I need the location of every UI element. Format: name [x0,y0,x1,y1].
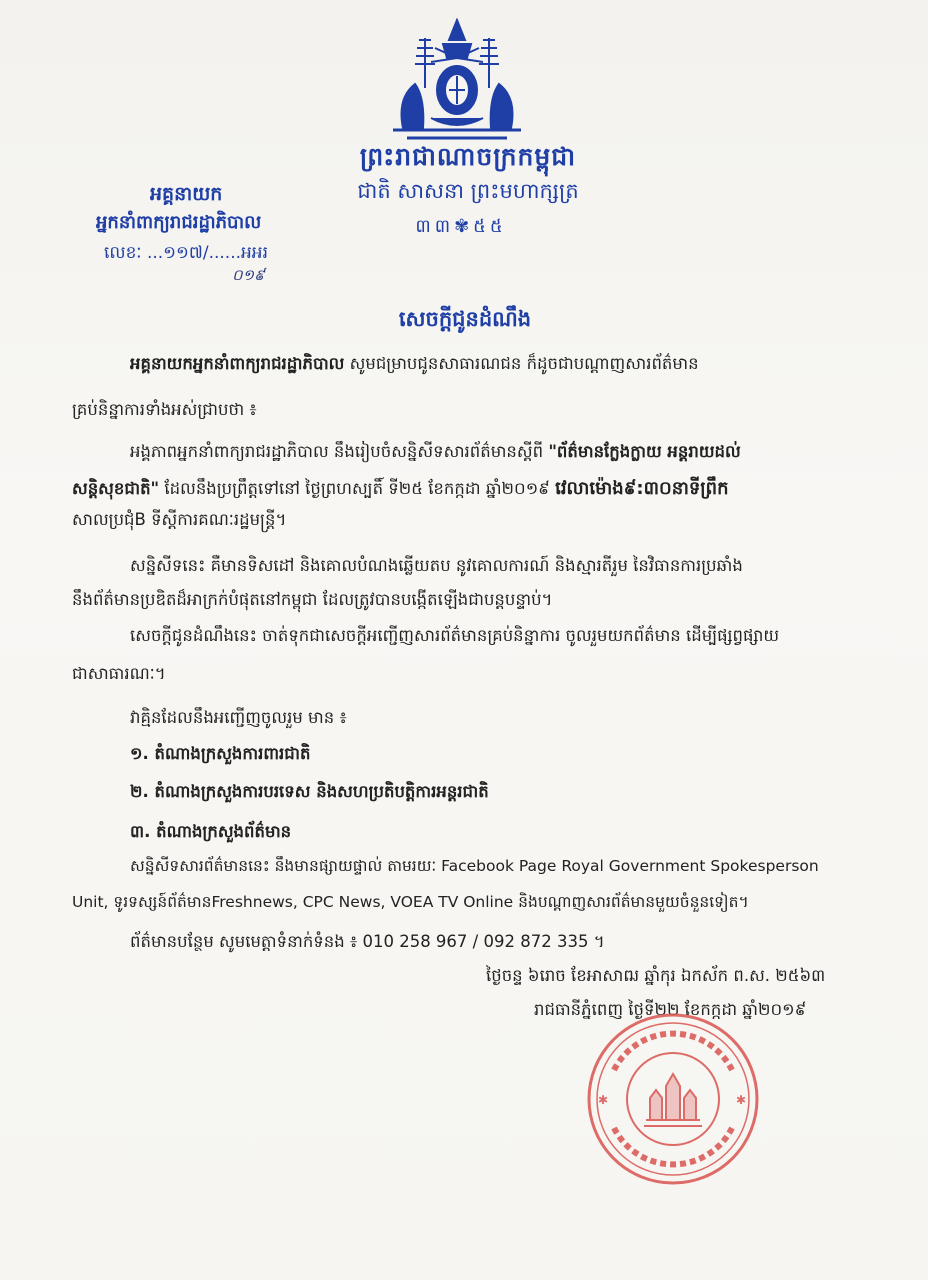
paragraph-2-line-2 [72,476,729,503]
kingdom-heading: ព្រះរាជាណាចក្រកម្ពុជា [359,142,577,171]
paragraph-4-line-2: ជាសាធារណៈ។ [72,664,166,683]
paragraph-6-line-1: សន្និសីទសារព័ត៌មាននេះ នឹងមានផ្សាយផ្ទាល់ តាមរយៈ Facebook Page Royal Government Spokesperson [130,857,819,875]
paragraph-1-text: សូមជម្រាបជូនសាធារណជន ក៏ដូចជាបណ្តាញសារព័ត៌មាន [344,354,699,373]
paragraph-1-line-2: គ្រប់និន្នាការទាំងអស់ជ្រាបថា ៖ [72,400,257,419]
paragraph-2-text-a: អង្គភាពអ្នកនាំពាក្យរាជរដ្ឋាភិបាល នឹងរៀបចំសន្និសីទសារព័ត៌មានស្តីពី [130,442,549,461]
solar-date: រាជធានីភ្នំពេញ ថ្ងៃទី២២ ខែកក្កដា ឆ្នាំ២០១៩ [534,1000,807,1019]
speakers-intro: វាគ្មិនដែលនឹងអញ្ជើញចូលរួម មាន ៖ [130,708,347,727]
issuing-office: អគ្គនាយក [150,183,223,205]
paragraph-3-line-1: សន្និសីទនេះ គឺមានទិសដៅ និងគោលបំណងឆ្លើយតប នូវគោលការណ៍ និងស្មារតីរួម នៃវិធានការប្រឆាំង [130,556,743,575]
speaker-item-3: ៣. តំណាងក្រសួងព័ត៌មាន [130,822,292,841]
ornament-divider: ៣៣✾៥៥ [415,216,507,237]
conference-topic-b: សន្តិសុខជាតិ" [72,479,160,498]
conference-date: ដែលនឹងប្រព្រឹត្តទៅនៅ ថ្ងៃព្រហស្បតិ៍ ទី២៥ ខែកក្កដា ឆ្នាំ២០១៩ [159,479,556,498]
office-name-bold: អគ្គនាយកអ្នកនាំពាក្យរាជរដ្ឋាភិបាល [130,354,345,373]
svg-text:✱: ✱ [736,1093,747,1107]
paragraph-6-line-2: Unit, ទូរទស្សន៍ព័ត៌មានFreshnews, CPC News, VOEA TV Online និងបណ្តាញសារព័ត៌មានមួយចំនួនទៀត។ [72,893,749,911]
paragraph-4-line-1: សេចក្តីជូនដំណឹងនេះ ចាត់ទុកជាសេចក្តីអញ្ជើញសារព័ត៌មានគ្រប់និន្នាការ ចូលរួមយកព័ត៌មាន ដើម្បីផ្សព្វផ្សាយ [130,626,780,645]
speaker-item-2: ២. តំណាងក្រសួងការបរទេស និងសហប្រតិបត្តិការអន្តរជាតិ [130,782,489,801]
national-motto: ជាតិ សាសនា ព្រះមហាក្សត្រ [357,179,579,203]
contact-info: ព័ត៌មានបន្ថែម សូមមេត្តាទំនាក់ទំនង ៖ 010 258 967 / 092 872 335 ។ [130,932,605,951]
royal-emblem-icon [383,18,531,146]
reference-handwritten: ០១៩ [232,266,265,284]
speaker-item-1: ១. តំណាងក្រសួងការពារជាតិ [130,744,311,763]
reference-number: លេខៈ ...១១៧/......អអរ [104,243,268,263]
paragraph-1-line-1 [130,354,699,378]
paragraph-2-line-3: សាលប្រជុំB ទីស្តីការគណៈរដ្ឋមន្ត្រី។ [72,510,287,529]
conference-time: វេលាម៉ោង៩:៣០នាទីព្រឹក [555,478,729,499]
paragraph-3-line-2: នឹងព័ត៌មានប្រឌិតដ៏អាក្រក់បំផុតនៅកម្ពុជា ដែលត្រូវបានបង្កើតឡើងជាបន្តបន្ទាប់។ [72,590,553,609]
issuing-unit: អ្នកនាំពាក្យរាជរដ្ឋាភិបាល [96,212,262,233]
document-title: សេចក្តីជូនដំណឹង [398,307,532,331]
conference-topic-a: "ព័ត៌មានក្លែងក្លាយ អន្តរាយដល់ [548,442,741,461]
lunar-date: ថ្ងៃចន្ទ ៦រោច ខែអាសាឍ ឆ្នាំកុរ ឯកស័ក ព.ស. ២៥៦៣ [486,966,826,985]
paragraph-2-line-1 [130,442,741,466]
svg-text:✱: ✱ [598,1093,609,1107]
official-seal-icon [584,1010,762,1188]
